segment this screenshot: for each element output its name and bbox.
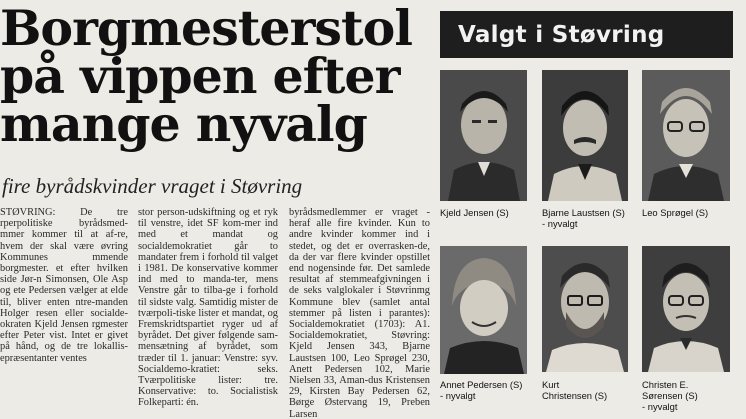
portrait-caption-4: Annet Pedersen (S) - nyvalgt: [440, 379, 523, 401]
portrait-photo-6: [642, 246, 730, 372]
column-2-text: stor person-udskiftning og et ryk til venstre, idet SF kom-mer ind med et mandat og socialdemokratiet går to mandater frem i forhold til valget i 1981. De konservative kommer ind med to manda-ter, mens Venstre går to tilba-ge i forhold til sidste valg. Samtidig mister de tværpoli-tiske lister et mandat, og Fremskridtspartiet ryger ud af byrådet. Det giver følgende sam-mensætning af byrådet, som træder til 1. januar: Venstre: syv. Socialdemo-kratiet: seks. Tværpolitiske lister: tre. Konservative: to. Socialistisk Folkeparti: én.: [138, 207, 278, 409]
portrait-photo-4: [440, 246, 527, 374]
portrait-caption-2: Bjarne Laustsen (S) - nyvalgt: [542, 207, 625, 229]
article-deck: fire byrådskvinder vraget i Støvring: [2, 174, 303, 198]
headline-line-1: Borgmesterstol: [0, 0, 412, 57]
article-column-2: [138, 207, 278, 419]
portrait-caption-5: Kurt Christensen (S): [542, 379, 608, 401]
portrait-photo-1: [440, 70, 527, 201]
headline-line-2: på vippen efter: [0, 47, 400, 105]
article-headline: [0, 0, 430, 153]
portrait-photo-3: [642, 70, 730, 201]
portrait-caption-6: Christen E. Sørensen (S) - nyvalgt: [642, 379, 698, 412]
column-3-text: byrådsmedlemmer er vraget - heraf alle fire kvinder. Kun to andre kvinder kommer ind i stedet, og det er overrasken-de, da der var flere kvinder opstillet end nogensinde før. Det samlede resultat af stemmeafgivningen i de seks valglokaler i Støvrinmg Kommune blev (samlet antal stemmer på listen i parantes): Socialdemokratiet (1703): A1. Socialdemokratiet, Støvring: Kjeld Jensen 343, Bjarne Laustsen 100, Leo Sprøgel 230, Anett Pedersen 102, Marie Nielsen 33, Aman-dus Kristensen 29, Kirsten Bay Pedersen 62, Børge Østervang 19, Preben Larsen: [289, 207, 430, 419]
portrait-photo-5: [542, 246, 628, 372]
article-column-3: [289, 207, 430, 419]
portrait-caption-1: Kjeld Jensen (S): [440, 207, 509, 218]
portrait-caption-3: Leo Sprøgel (S): [642, 207, 709, 218]
portrait-photo-2: [542, 70, 628, 201]
article-column-1: [0, 207, 128, 419]
panel-banner-title: Valgt i Støvring: [458, 21, 665, 48]
panel-banner: [440, 11, 733, 58]
headline-line-3: mange nyvalg: [0, 95, 367, 153]
column-1-text: STØVRING: De tre rperpolitiske byrådsmed-mmer kommer til at af-re, hvem der skal være øvring Kommunes mmende borgmester. et efter hvilken side Jør-n Simonsen, Ole Asp og ete Pedersen vælger at elde til, bliver enten ntre-manden Holger resen eller socialde-okraten Kjeld Jensen rgmester efter Peter vist. Intet er givet på hånd, og de tre lokallis-epræsentanter ventes: [0, 207, 128, 364]
